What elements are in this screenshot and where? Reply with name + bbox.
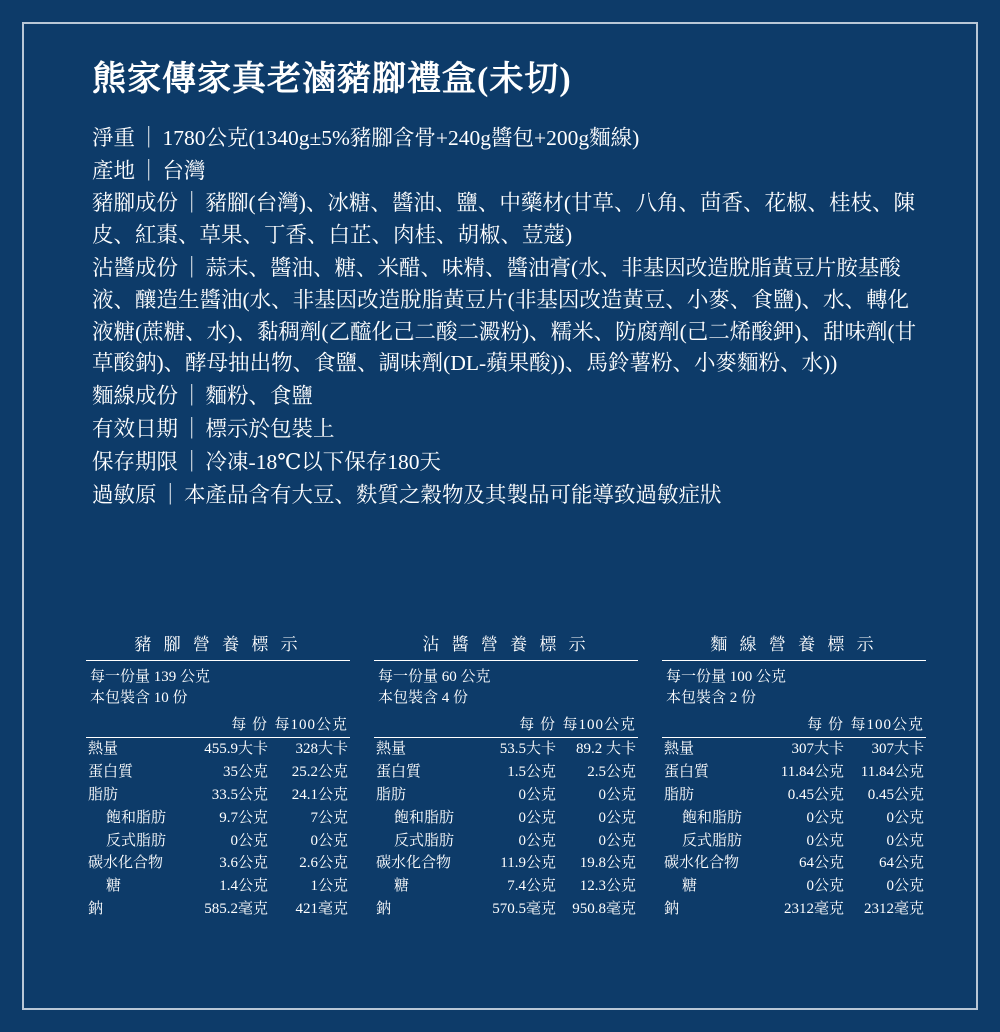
spec-row xyxy=(92,447,922,479)
nutrient-name: 鈉 xyxy=(88,900,104,917)
nutrient-name: 反式脂肪 xyxy=(394,832,455,849)
servings-per-pack: 本包裝含 2 份 xyxy=(666,689,757,706)
spec-row xyxy=(92,253,922,380)
nutrition-row xyxy=(86,852,350,875)
nutrient-per-100g: 307大卡 xyxy=(871,741,924,758)
nutrient-per-serving: 1.5公克 xyxy=(507,764,556,781)
nutrient-per-serving: 585.2毫克 xyxy=(204,900,268,917)
nutrition-row xyxy=(374,784,638,807)
nutrient-name: 糖 xyxy=(682,878,698,895)
nutrient-name: 蛋白質 xyxy=(376,764,422,781)
nutrient-name: 反式脂肪 xyxy=(106,832,167,849)
spec-value: 蒜末、醬油、糖、米醋、味精、醬油膏(水、非基因改造脫脂黃豆片胺基酸液、釀造生醬油(水、非基因改造脫脂黃豆片(非基因改造黃豆、小麥、食鹽)、水、轉化液糖(蔗糖、水)、黏稠劑(乙醯化己二酸二澱粉)、糯米、防腐劑(己二烯酸鉀)、甜味劑(甘草酸鈉)、酵母抽出物、食鹽、調味劑(DL-蘋果酸))、馬鈴薯粉、小麥麵粉、水)) xyxy=(92,256,917,376)
nutrition-row xyxy=(86,875,350,898)
nutrient-per-serving: 0公克 xyxy=(518,832,556,849)
nutrient-name: 飽和脂肪 xyxy=(682,809,743,826)
nutrient-per-serving: 455.9大卡 xyxy=(204,741,268,758)
nutrient-name: 碳水化合物 xyxy=(376,855,452,872)
spec-separator: ｜ xyxy=(181,449,203,474)
spec-label: 豬腳成份 xyxy=(92,191,179,216)
nutrition-row xyxy=(662,761,926,784)
spec-value: 1780公克(1340g±5%豬腳含骨+240g醬包+200g麵線) xyxy=(162,125,640,150)
spec-separator: ｜ xyxy=(159,482,182,507)
nutrient-name: 碳水化合物 xyxy=(664,855,740,872)
spec-label: 保存期限 xyxy=(92,449,179,474)
spec-row xyxy=(92,381,922,413)
nutrition-row xyxy=(662,898,926,921)
nutrient-per-100g: 12.3公克 xyxy=(579,878,636,895)
spec-separator: ｜ xyxy=(181,191,203,216)
nutrient-per-100g: 0公克 xyxy=(598,832,636,849)
nutrient-per-serving: 7.4公克 xyxy=(507,878,556,895)
nutrient-per-100g: 0公克 xyxy=(310,832,348,849)
nutrient-per-serving: 3.6公克 xyxy=(219,855,268,872)
spec-row xyxy=(92,123,922,155)
nutrition-row xyxy=(86,761,350,784)
serving-size: 每一份量 60 公克 xyxy=(378,669,491,685)
nutrient-name: 糖 xyxy=(106,878,122,895)
nutrition-serving-info xyxy=(86,661,350,713)
spec-value: 台灣 xyxy=(162,158,206,183)
nutrition-row xyxy=(662,784,926,807)
nutrient-per-100g: 11.84公克 xyxy=(860,764,924,781)
spec-label: 淨重 xyxy=(92,125,136,150)
nutrient-per-serving: 11.9公克 xyxy=(500,855,556,872)
nutrition-table-heading: 豬 腳 營 養 標 示 xyxy=(86,630,350,661)
nutrient-name: 碳水化合物 xyxy=(88,855,164,872)
nutrient-per-serving: 33.5公克 xyxy=(211,786,268,803)
serving-size: 每一份量 100 公克 xyxy=(666,669,787,685)
nutrient-name: 鈉 xyxy=(664,900,680,917)
nutrition-table-noodles xyxy=(662,630,926,921)
nutrition-serving-info xyxy=(662,661,926,713)
nutrient-per-serving: 0公克 xyxy=(806,878,844,895)
nutrition-row xyxy=(86,830,350,853)
spec-label: 過敏原 xyxy=(92,482,157,507)
spec-row xyxy=(92,414,922,446)
nutrient-per-100g: 24.1公克 xyxy=(291,786,348,803)
spec-row xyxy=(92,156,922,188)
spec-label: 沾醬成份 xyxy=(92,256,179,281)
nutrition-table-heading: 麵 線 營 養 標 示 xyxy=(662,630,926,661)
nutrition-row xyxy=(374,852,638,875)
nutrient-per-serving: 0.45公克 xyxy=(787,786,844,803)
nutrient-per-serving: 0公克 xyxy=(230,832,268,849)
nutrient-per-100g: 2312毫克 xyxy=(863,900,924,917)
nutrient-per-serving: 570.5毫克 xyxy=(492,900,556,917)
nutrition-table-heading: 沾 醬 營 養 標 示 xyxy=(374,630,638,661)
nutrient-per-serving: 35公克 xyxy=(222,764,268,781)
column-header-per-100g: 每100公克 xyxy=(850,717,924,734)
nutrient-per-100g: 19.8公克 xyxy=(579,855,636,872)
nutrient-name: 蛋白質 xyxy=(88,764,134,781)
spec-separator: ｜ xyxy=(181,417,203,442)
column-header-per-serving: 每 份 xyxy=(231,717,268,734)
nutrient-per-100g: 0公克 xyxy=(886,832,924,849)
nutrition-tables xyxy=(86,630,926,921)
spec-row xyxy=(92,188,922,252)
spec-separator: ｜ xyxy=(138,125,160,150)
nutrient-name: 飽和脂肪 xyxy=(394,809,455,826)
nutrition-row xyxy=(86,738,350,761)
nutrient-name: 熱量 xyxy=(88,741,119,758)
spec-value: 標示於包裝上 xyxy=(205,417,335,442)
spec-value: 冷凍-18℃以下保存180天 xyxy=(205,449,441,474)
product-details xyxy=(92,60,922,513)
nutrient-per-serving: 2312毫克 xyxy=(783,900,844,917)
nutrient-per-100g: 0公克 xyxy=(886,809,924,826)
spec-label: 麵線成份 xyxy=(92,384,179,409)
nutrition-row xyxy=(662,738,926,761)
nutrition-column-headers xyxy=(86,713,350,738)
spec-list xyxy=(92,123,922,512)
nutrient-per-serving: 0公克 xyxy=(806,832,844,849)
nutrient-per-serving: 307大卡 xyxy=(791,741,844,758)
column-header-per-100g: 每100公克 xyxy=(274,717,348,734)
nutrient-name: 熱量 xyxy=(376,741,407,758)
spec-value: 豬腳(台灣)、冰糖、醬油、鹽、中藥材(甘草、八角、茴香、花椒、桂枝、陳皮、紅棗、草果、丁香、白芷、肉桂、胡椒、荳蔻) xyxy=(92,191,916,248)
column-header-per-100g: 每100公克 xyxy=(562,717,636,734)
spec-label: 有效日期 xyxy=(92,417,179,442)
nutrient-per-100g: 2.6公克 xyxy=(299,855,348,872)
nutrient-name: 鈉 xyxy=(376,900,392,917)
nutrition-serving-info xyxy=(374,661,638,713)
nutrient-per-100g: 64公克 xyxy=(878,855,924,872)
nutrient-name: 脂肪 xyxy=(376,786,407,803)
nutrient-per-serving: 64公克 xyxy=(798,855,844,872)
nutrition-table-dipping-sauce xyxy=(374,630,638,921)
nutrient-per-100g: 421毫克 xyxy=(295,900,348,917)
nutrient-per-100g: 89.2 大卡 xyxy=(575,741,636,758)
spec-value: 麵粉、食鹽 xyxy=(205,384,314,409)
nutrient-per-serving: 53.5大卡 xyxy=(499,741,556,758)
nutrient-per-100g: 2.5公克 xyxy=(587,764,636,781)
column-header-per-serving: 每 份 xyxy=(519,717,556,734)
nutrition-row xyxy=(662,852,926,875)
nutrition-row xyxy=(86,898,350,921)
spec-separator: ｜ xyxy=(181,256,203,281)
servings-per-pack: 本包裝含 10 份 xyxy=(90,689,188,706)
nutrient-per-100g: 0公克 xyxy=(886,878,924,895)
nutrition-table-pork-knuckle xyxy=(86,630,350,921)
nutrition-row xyxy=(662,875,926,898)
nutrient-per-serving: 11.84公克 xyxy=(780,764,844,781)
nutrition-column-headers xyxy=(374,713,638,738)
serving-size: 每一份量 139 公克 xyxy=(90,669,211,685)
nutrient-per-100g: 328大卡 xyxy=(295,741,348,758)
nutrition-row xyxy=(86,784,350,807)
nutrient-per-100g: 25.2公克 xyxy=(291,764,348,781)
nutrition-row xyxy=(662,807,926,830)
nutrient-per-100g: 7公克 xyxy=(310,809,348,826)
nutrient-per-100g: 0公克 xyxy=(598,786,636,803)
nutrient-per-100g: 1公克 xyxy=(310,878,348,895)
nutrient-per-serving: 0公克 xyxy=(806,809,844,826)
nutrient-name: 飽和脂肪 xyxy=(106,809,167,826)
nutrition-row xyxy=(374,898,638,921)
nutrition-column-headers xyxy=(662,713,926,738)
nutrition-row xyxy=(374,738,638,761)
page-title: 熊家傳家真老滷豬腳禮盒(未切) xyxy=(92,61,572,98)
nutrient-per-100g: 0公克 xyxy=(598,809,636,826)
nutrition-row xyxy=(374,761,638,784)
nutrient-name: 糖 xyxy=(394,878,410,895)
spec-separator: ｜ xyxy=(181,384,203,409)
nutrient-name: 熱量 xyxy=(664,741,695,758)
nutrition-row xyxy=(374,830,638,853)
nutrient-per-100g: 950.8毫克 xyxy=(572,900,636,917)
spec-row xyxy=(92,480,922,512)
nutrient-per-serving: 1.4公克 xyxy=(219,878,268,895)
spec-value: 本產品含有大豆、麩質之穀物及其製品可能導致過敏症狀 xyxy=(184,482,722,507)
nutrition-row xyxy=(374,875,638,898)
column-header-per-serving: 每 份 xyxy=(807,717,844,734)
spec-separator: ｜ xyxy=(138,158,160,183)
nutrient-per-serving: 0公克 xyxy=(518,786,556,803)
nutrient-per-serving: 9.7公克 xyxy=(219,809,268,826)
nutrient-name: 反式脂肪 xyxy=(682,832,743,849)
nutrition-row xyxy=(86,807,350,830)
nutrition-row xyxy=(662,830,926,853)
nutrient-name: 脂肪 xyxy=(664,786,695,803)
nutrition-row xyxy=(374,807,638,830)
nutrient-name: 蛋白質 xyxy=(664,764,710,781)
nutrient-per-serving: 0公克 xyxy=(518,809,556,826)
spec-label: 產地 xyxy=(92,158,136,183)
nutrient-name: 脂肪 xyxy=(88,786,119,803)
nutrient-per-100g: 0.45公克 xyxy=(867,786,924,803)
servings-per-pack: 本包裝含 4 份 xyxy=(378,689,469,706)
